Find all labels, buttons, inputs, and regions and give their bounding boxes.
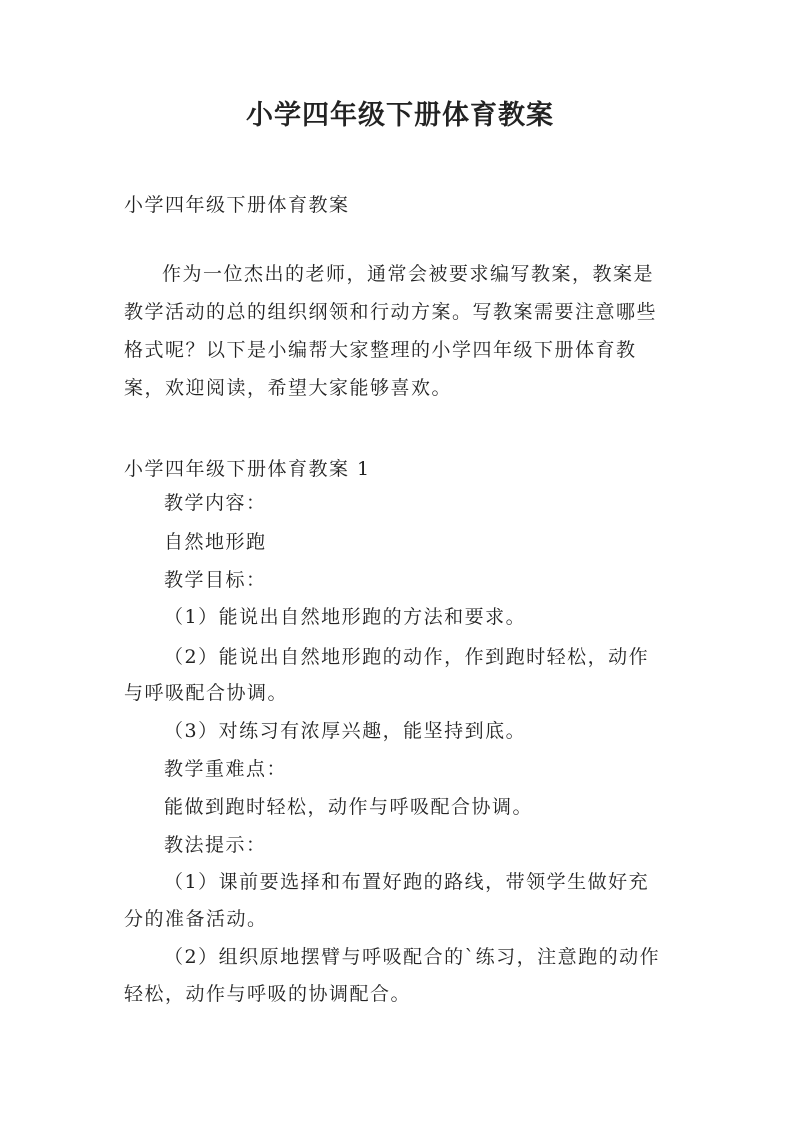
goal-item: （1）能说出自然地形跑的方法和要求。 [164, 606, 527, 628]
tip-item: （1）课前要选择和布置好跑的路线，带领学生做好充 [164, 871, 650, 893]
goal-item: （2）能说出自然地形跑的动作，作到跑时轻松，动作 [164, 646, 650, 668]
intro-line: 作为一位杰出的老师，通常会被要求编写教案，教案是 [162, 263, 655, 285]
document-subtitle: 小学四年级下册体育教案 [124, 194, 350, 216]
tip-item: （2）组织原地摆臂与呼吸配合的`练习，注意跑的动作 [164, 946, 661, 968]
document-title: 小学四年级下册体育教案 [246, 100, 554, 131]
content-label: 教学内容： [164, 492, 267, 514]
intro-paragraph [124, 255, 684, 407]
content-value: 自然地形跑 [164, 531, 267, 553]
goal-item-continuation: 与呼吸配合协调。 [124, 682, 289, 704]
goals-label: 教学目标： [164, 569, 267, 591]
section-heading: 小学四年级下册体育教案 1 [124, 458, 371, 480]
intro-line: 格式呢？以下是小编帮大家整理的小学四年级下册体育教 [124, 339, 637, 361]
intro-line: 案，欢迎阅读，希望大家能够喜欢。 [124, 377, 453, 399]
tips-label: 教法提示： [164, 834, 267, 856]
keypoints-label: 教学重难点： [164, 758, 288, 780]
goal-item: （3）对练习有浓厚兴趣，能坚持到底。 [164, 720, 527, 742]
keypoints-value: 能做到跑时轻松，动作与呼吸配合协调。 [164, 796, 534, 818]
intro-line: 教学活动的总的组织纲领和行动方案。写教案需要注意哪些 [124, 301, 658, 323]
tip-item-continuation: 分的准备活动。 [124, 908, 268, 930]
tip-item-continuation: 轻松，动作与呼吸的协调配合。 [124, 983, 412, 1005]
